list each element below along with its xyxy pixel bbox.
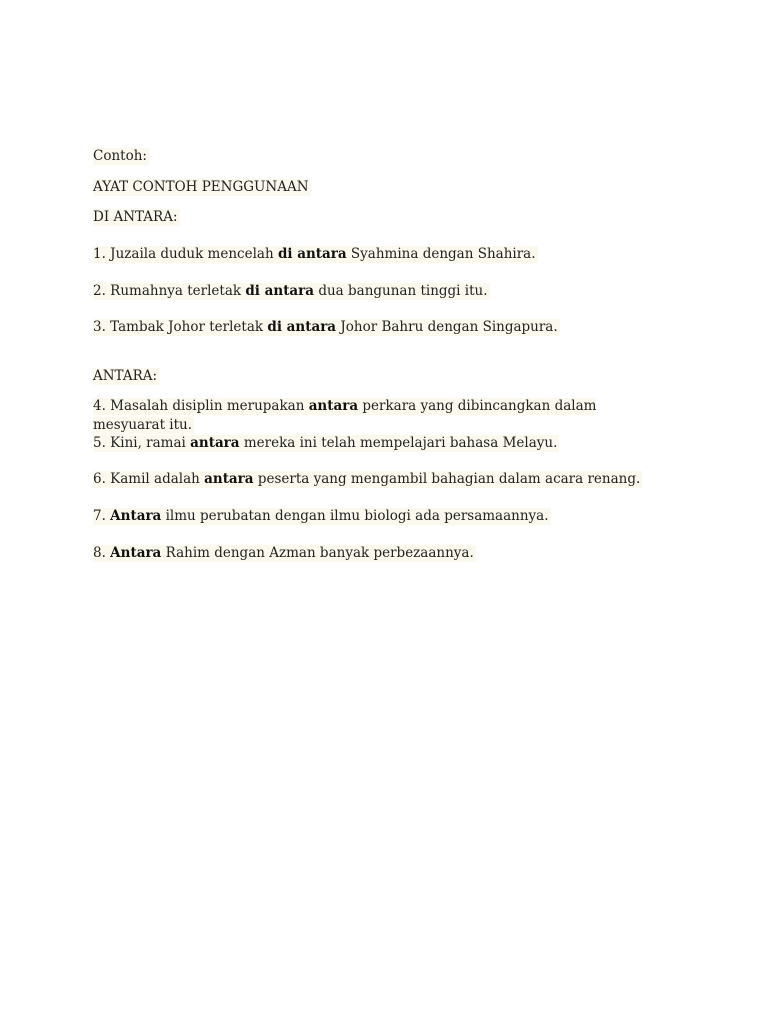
keyword: Antara [110, 508, 162, 524]
sentence-2: 2. Rumahnya terletak di antara dua bangunan tinggi itu. [93, 283, 488, 299]
keyword: antara [190, 435, 240, 451]
sentence-6: 6. Kamil adalah antara peserta yang mengambil bahagian dalam acara renang. [93, 471, 641, 487]
keyword: antara [204, 471, 254, 487]
sentence-3: 3. Tambak Johor terletak di antara Johor Bahru dengan Singapura. [93, 319, 558, 335]
sentence-4: 4. Masalah disiplin merupakan antara perkara yang dibincangkan dalam mesyuarat itu. [93, 398, 597, 433]
keyword: di antara [245, 283, 315, 299]
sentence-7: 7. Antara ilmu perubatan dengan ilmu biologi ada persamaannya. [93, 508, 549, 524]
example-label: Contoh: [93, 148, 147, 164]
document-title: AYAT CONTOH PENGGUNAAN [93, 179, 309, 195]
sentence-8: 8. Antara Rahim dengan Azman banyak perbezaannya. [93, 545, 474, 561]
keyword: Antara [110, 545, 162, 561]
sentence-1: 1. Juzaila duduk mencelah di antara Syahmina dengan Shahira. [93, 246, 536, 262]
section-heading-antara: ANTARA: [93, 368, 158, 384]
section-heading-di-antara: DI ANTARA: [93, 209, 178, 225]
keyword: antara [308, 398, 359, 414]
keyword: di antara [267, 319, 337, 335]
keyword: di antara [277, 246, 347, 262]
sentence-5: 5. Kini, ramai antara mereka ini telah mempelajari bahasa Melayu. [93, 435, 558, 451]
